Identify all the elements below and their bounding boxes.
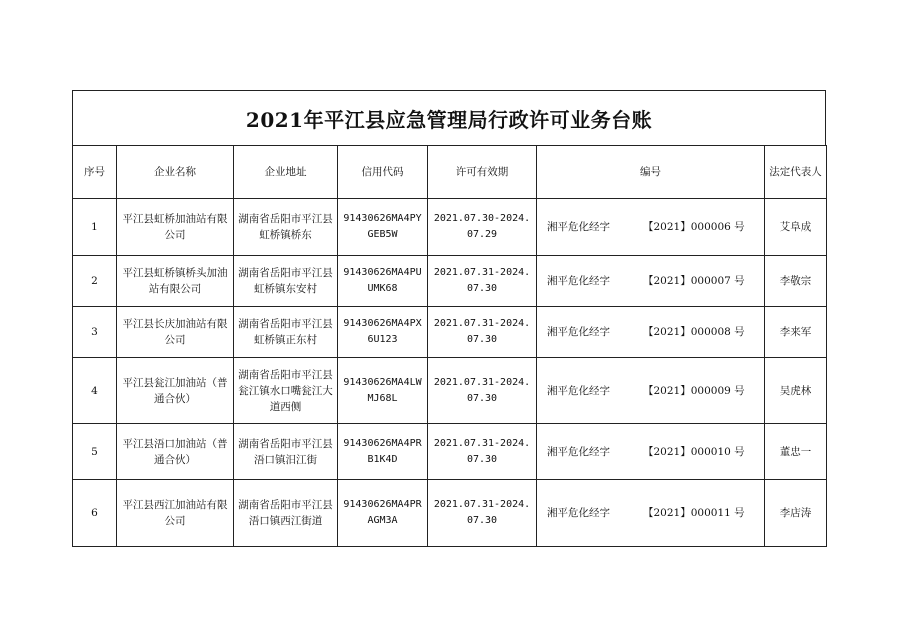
table-row — [73, 256, 827, 307]
cell-legal-rep: 艾阜成 — [765, 199, 827, 256]
cell-name: 平江县浯口加油站（普通合伙） — [117, 424, 234, 480]
number-value: 【2021】000010 号 — [643, 445, 745, 458]
ledger-table — [72, 145, 827, 547]
number-value: 【2021】000006 号 — [643, 221, 745, 233]
header-credit-code: 信用代码 — [338, 146, 428, 199]
number-prefix: 湘平危化经字 — [547, 275, 610, 287]
cell-name: 平江县虹桥加油站有限公司 — [117, 199, 234, 256]
number-value: 【2021】000007 号 — [643, 275, 745, 287]
cell-credit-code: 91430626MA4PRAGM3A — [338, 480, 428, 547]
cell-number — [537, 199, 765, 256]
header-name: 企业名称 — [117, 146, 234, 199]
cell-name: 平江县西江加油站有限公司 — [117, 480, 234, 547]
header-legal-rep: 法定代表人 — [765, 146, 827, 199]
table-row — [73, 480, 827, 547]
cell-legal-rep: 吴虎林 — [765, 358, 827, 424]
cell-address: 湖南省岳阳市平江县虹桥镇正东村 — [234, 307, 338, 358]
ledger-document — [72, 90, 826, 547]
cell-seq: 4 — [73, 358, 117, 424]
number-value: 【2021】000011 号 — [643, 507, 745, 519]
cell-address: 湖南省岳阳市平江县浯口镇西江街道 — [234, 480, 338, 547]
header-row — [73, 146, 827, 199]
number-prefix: 湘平危化经字 — [547, 384, 610, 397]
number-value: 【2021】000008 号 — [643, 326, 745, 338]
cell-validity: 2021.07.31-2024.07.30 — [428, 358, 537, 424]
header-number: 编号 — [537, 146, 765, 199]
header-seq: 序号 — [73, 146, 117, 199]
cell-legal-rep: 李来军 — [765, 307, 827, 358]
table-row — [73, 358, 827, 424]
cell-validity: 2021.07.31-2024.07.30 — [428, 480, 537, 547]
number-prefix: 湘平危化经字 — [547, 221, 610, 233]
cell-legal-rep: 李敬宗 — [765, 256, 827, 307]
cell-number — [537, 358, 765, 424]
cell-number — [537, 307, 765, 358]
cell-validity: 2021.07.31-2024.07.30 — [428, 307, 537, 358]
cell-address: 湖南省岳阳市平江县虹桥镇东安村 — [234, 256, 338, 307]
number-prefix: 湘平危化经字 — [547, 445, 610, 458]
cell-seq: 2 — [73, 256, 117, 307]
cell-address: 湖南省岳阳市平江县虹桥镇桥东 — [234, 199, 338, 256]
number-prefix: 湘平危化经字 — [547, 507, 610, 519]
cell-credit-code: 91430626MA4PYGEB5W — [338, 199, 428, 256]
table-row — [73, 424, 827, 480]
cell-number — [537, 256, 765, 307]
cell-legal-rep: 李店涛 — [765, 480, 827, 547]
cell-number — [537, 480, 765, 547]
cell-credit-code: 91430626MA4PUUMK68 — [338, 256, 428, 307]
cell-credit-code: 91430626MA4PRB1K4D — [338, 424, 428, 480]
cell-credit-code: 91430626MA4PX6U123 — [338, 307, 428, 358]
cell-legal-rep: 董忠一 — [765, 424, 827, 480]
cell-seq: 1 — [73, 199, 117, 256]
cell-validity: 2021.07.31-2024.07.30 — [428, 256, 537, 307]
cell-name: 平江县长庆加油站有限公司 — [117, 307, 234, 358]
cell-address: 湖南省岳阳市平江县浯口镇汨江街 — [234, 424, 338, 480]
cell-address: 湖南省岳阳市平江县瓮江镇水口嘴瓮江大道西侧 — [234, 358, 338, 424]
number-value: 【2021】000009 号 — [643, 384, 745, 397]
table-row — [73, 199, 827, 256]
table-row — [73, 307, 827, 358]
cell-credit-code: 91430626MA4LWMJ68L — [338, 358, 428, 424]
cell-name: 平江县虹桥镇桥头加油站有限公司 — [117, 256, 234, 307]
cell-seq: 3 — [73, 307, 117, 358]
cell-validity: 2021.07.30-2024.07.29 — [428, 199, 537, 256]
document-title: 2021年平江县应急管理局行政许可业务台账 — [72, 90, 826, 145]
number-prefix: 湘平危化经字 — [547, 326, 610, 338]
header-validity: 许可有效期 — [428, 146, 537, 199]
cell-number — [537, 424, 765, 480]
header-address: 企业地址 — [234, 146, 338, 199]
cell-name: 平江县瓮江加油站（普通合伙） — [117, 358, 234, 424]
cell-seq: 5 — [73, 424, 117, 480]
cell-validity: 2021.07.31-2024.07.30 — [428, 424, 537, 480]
cell-seq: 6 — [73, 480, 117, 547]
